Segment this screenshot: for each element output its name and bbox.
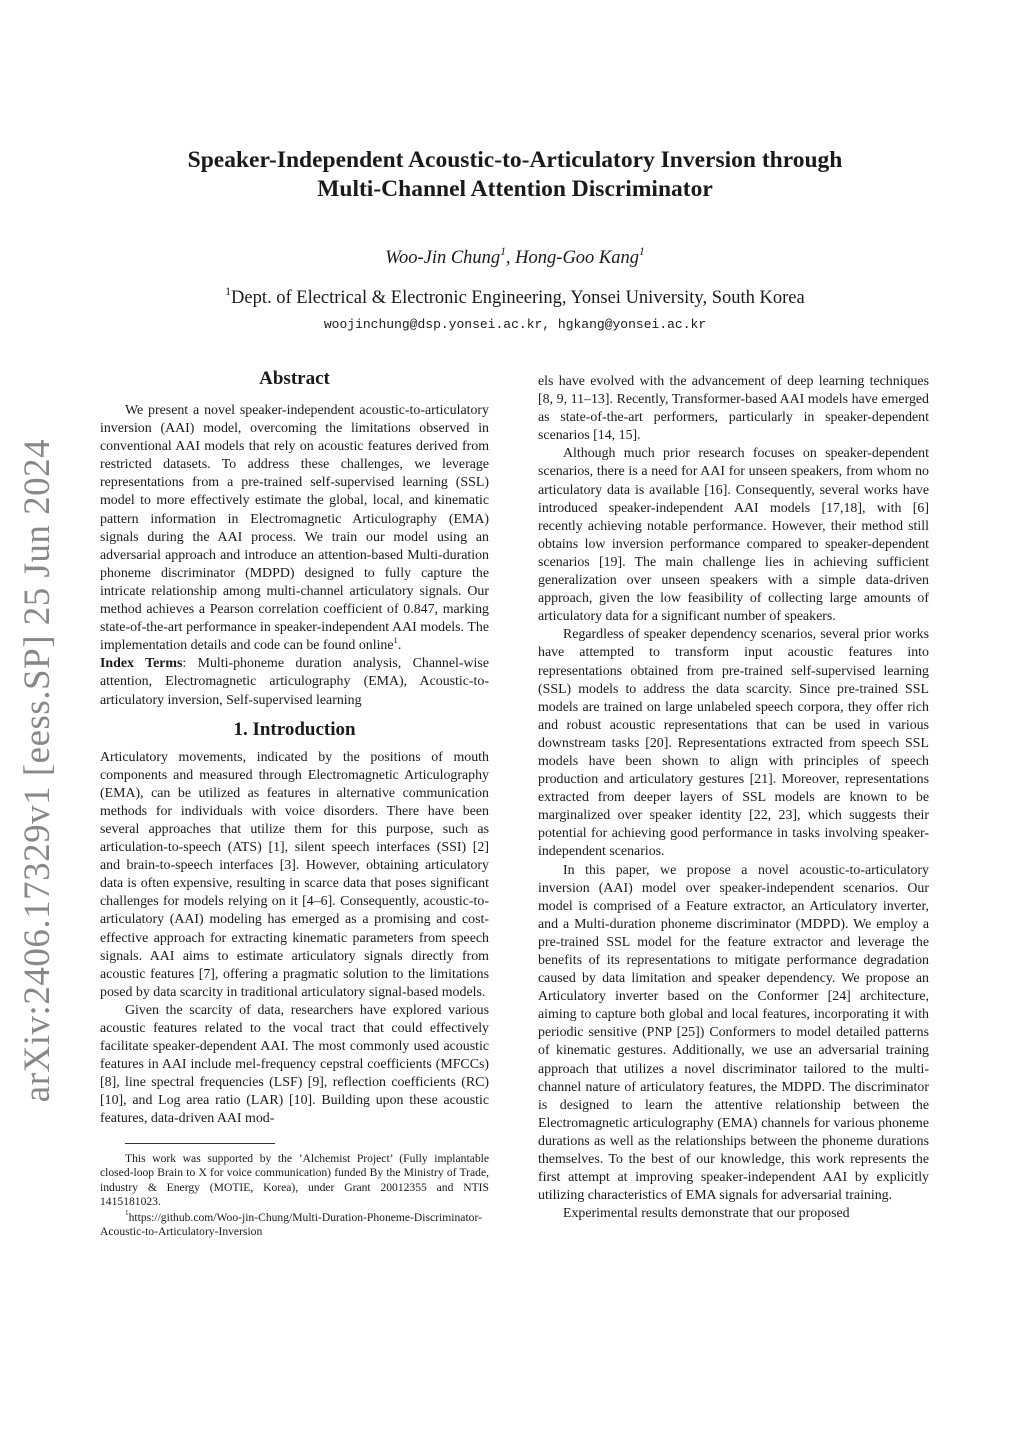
intro-paragraph: Although much prior research focuses on speaker-dependent scenarios, there is a need for AAI for unseen speakers, from whom no articulatory data is available [16]. Consequently, several works have introduced speaker-independent AAI models [17,18], with [6] recently achieving notable performance. However, their method still obtains low inversion performance compared to speaker-dependent scenarios [19]. The main challenge lies in achieving sufficient generalization over unseen speakers with a simple data-driven approach, given the low feasibility of collecting large amounts of articulatory data for a significant number of speakers. (538, 446, 929, 625)
author-name: Hong-Goo Kang (515, 248, 640, 268)
author-emails: woojinchung@dsp.yonsei.ac.kr, hgkang@yonsei.ac.kr (323, 317, 707, 332)
intro-paragraph: els have evolved with the advancement of deep learning techniques [8, 9, 11–13]. Recently, Transformer-based AAI models have emerged as state-of-the-art performers, particularly in speaker-dependent scenarios [14, 15]. (538, 374, 929, 444)
intro-paragraph: Articulatory movements, indicated by the positions of mouth components and measured through Electromagnetic Articulography (EMA), can be utilized as features in alternative communication methods for individuals with voice disorders. There have been several approaches that utilize them for this purpose, such as articulation-to-speech (ATS) [1], silent speech interfaces (SSI) [2] and brain-to-speech interfaces [3]. However, obtaining articulatory data is often expensive, resulting in scarce data that poses significant challenges for models relying on it [4–6]. Consequently, acoustic-to-articulatory (AAI) modeling has emerged as a promising and cost-effective approach for extracting kinematic parameters from speech signals. AAI aims to estimate articulatory signals directly from acoustic features [7], offering a pragmatic solution to the limitations posed by data scarcity in traditional articulatory signal-based models. (100, 749, 489, 1000)
index-terms-label: Index Terms (100, 656, 183, 672)
abstract-heading: Abstract (259, 368, 330, 389)
intro-paragraph: Experimental results demonstrate that our proposed (563, 1206, 850, 1222)
right-column (538, 373, 929, 1223)
affiliation (100, 285, 930, 309)
paper-title (100, 146, 930, 204)
index-terms (100, 655, 489, 709)
abstract-body: We present a novel speaker-independent acoustic-to-articulatory inversion (AAI) model, overcoming the limitations observed in conventional AAI models that rely on acoustic features derived from restricted datasets. To address these challenges, we leverage representations from a pre-trained self-supervised learning (SSL) model to more effectively estimate the global, local, and kinematic pattern information in Electromagnetic Articulography (EMA) signals during the AAI process. We train our model using an adversarial approach and introduce an attention-based Multi-duration phoneme discriminator (MDPD) designed to fully capture the intricate relationship among multi-channel articulatory signals. Our method achieves a Pearson correlation coefficient of 0.847, marking state-of-the-art performance in speaker-independent AAI models. The implementation details and code can be found online (100, 403, 489, 654)
footnote-divider (125, 1143, 275, 1144)
arxiv-side-stamp (10, 438, 66, 1102)
author-list: Woo-Jin Chung$^1$, Hong-Goo Kang$^1$ (385, 245, 645, 268)
index-terms-list: : Multi-phoneme duration analysis, Channel-wise attention, Electromagnetic articulography (EMA), Acoustic-to-articulatory inversion, Self-supervised learning (100, 656, 489, 708)
affiliation-text: Dept. of Electrical & Electronic Engineering, Yonsei University, South Korea (231, 288, 805, 308)
footnotes (100, 1152, 489, 1240)
footnote-mark: 1 (125, 1208, 129, 1217)
code-url-footnote (100, 1208, 489, 1240)
author-name: Woo-Jin Chung (385, 248, 501, 268)
abstract-text (100, 402, 489, 655)
left-column (100, 367, 489, 1240)
arxiv-identifier: arXiv:2406.17329v1 [eess.SP] 25 Jun 2024 (17, 438, 59, 1102)
affiliation-mark: 1 (500, 245, 506, 258)
code-url-link[interactable]: https://github.com/Woo-jin-Chung/Multi-Duration-Phoneme-Discriminator-Acoustic-to-Articulatory-Inversion (100, 1210, 482, 1239)
intro-paragraph: Given the scarcity of data, researchers have explored various acoustic features related to the vocal tract that could effectively facilitate speaker-dependent AAI. The most commonly used acoustic features in AAI include mel-frequency cepstral coefficients (MFCCs) [8], line spectral frequencies (LSF) [9], reflection coefficients (RC) [10], and Log area ratio (LAR) [10]. Building upon these acoustic features, data-driven AAI mod- (100, 1002, 489, 1127)
title-line-1: Speaker-Independent Acoustic-to-Articulatory Inversion through (187, 147, 843, 173)
section-heading-introduction: 1. Introduction (233, 718, 356, 740)
funding-footnote: This work was supported by the ’Alchemist Project’ (Fully implantable closed-loop Brain to X for voice communication) funded By the Ministry of Trade, industry & Energy (MOTIE, Korea), under Grant 20012355 and NTIS 1415181023. (100, 1151, 489, 1209)
affiliation-mark: 1 (225, 285, 232, 298)
footnote-mark: 1 (393, 634, 398, 645)
affiliation-mark: 1 (639, 245, 645, 258)
title-line-2: Multi-Channel Attention Discriminator (317, 176, 713, 202)
abstract-period: . (397, 638, 402, 654)
intro-paragraph: Regardless of speaker dependency scenarios, several prior works have attempted to transform input acoustic features into representations obtained from pre-trained self-supervised learning (SSL) models to address the data scarcity. Since pre-trained SSL models are trained on large unlabeled speech corpora, they offer rich and robust acoustic representations that can be used in various downstream tasks [20]. Representations extracted from speech SSL models have been shown to align with principles of speech production and articulatory gestures [21]. Moreover, representations extracted from deeper layers of SSL models are known to be marginalized over speaker identity [22, 23], which suggests their potential for achieving good performance in tasks involving speaker-independent scenarios. (538, 627, 929, 860)
intro-paragraph: In this paper, we propose a novel acoustic-to-articulatory inversion (AAI) model over speaker-independent scenarios. Our model is comprised of a Feature extractor, an Articulatory inverter, and a Multi-duration phoneme discriminator (MDPD). We employ a pre-trained SSL model for the feature extractor and leverage the benefits of its representations to mitigate performance degradation caused by data limitation and speaker dependency. We propose an Articulatory inverter based on the Conformer [24] architecture, aiming to capture both global and local features, incorporating it with periodic sensitive (PNP [25]) Conformers to model detailed patterns of kinematic gestures. Additionally, we use an adversarial training approach that utilizes a novel discriminator tailored to the multi-channel nature of articulatory features, the MDPD. The discriminator is designed to learn the attentive relationship between the Electromagnetic articulography (EMA) channels for various phoneme durations as well as the relationships between the phoneme durations themselves. To the best of our knowledge, this work represents the first attempt at improving speaker-independent AAI by explicitly utilizing characteristics of EMA signals for adversarial training. (538, 862, 929, 1204)
